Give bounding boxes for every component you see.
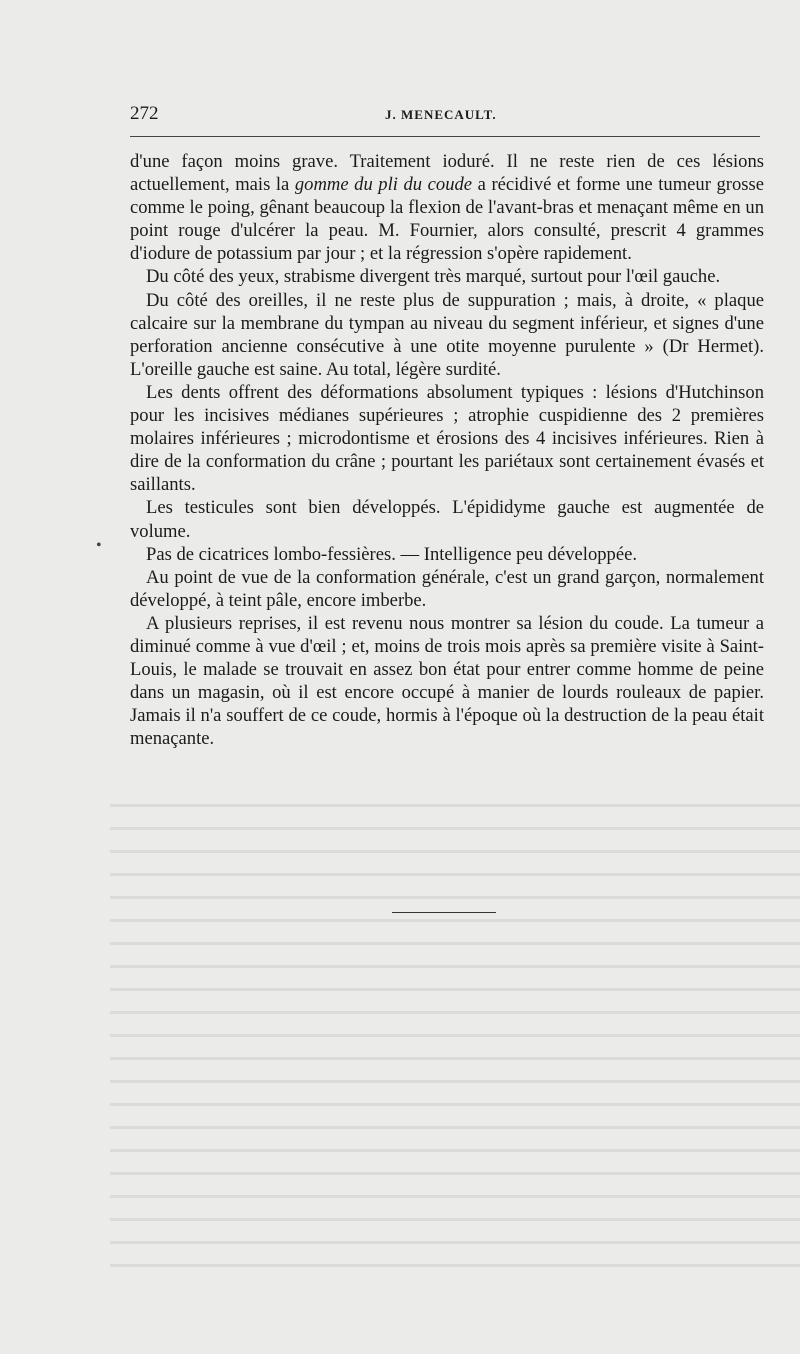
paragraph-treatment [130,150,764,265]
running-title: J. MENECAULT. [385,107,497,122]
emphasis-text: gomme du pli du coude [294,174,473,196]
paragraph-teeth: Les dents offrent des déformations absolument typiques : lésions d'Hutchinson pour les incisives médianes supérieures ; atrophie cuspidienne des 2 premières molaires inférieures ; microdontisme et érosions des 4 incisives inférieures. Rien à dire de la conformation du crâne ; pourtant les pariétaux sont certainement évasés et saillants. [130,381,764,496]
page-number: 272 [130,103,159,124]
paragraph-conformation: Au point de vue de la conformation générale, c'est un grand garçon, normalement développé, à teint pâle, encore imberbe. [130,566,764,611]
paragraph-scars: Pas de cicatrices lombo-fessières. — Intelligence peu développée. [146,543,637,565]
paragraph-text: a récidivé et forme une tumeur grosse comme le poing, gênant beaucoup la flexion de l'avant-bras et menaçant même en un point rouge d'ulcérer la peau. M. Fournier, alors consulté, prescrit 4 grammes d'iodure de potassium par jour ; et la régression s'opère rapidement. [130,174,764,265]
body-text [130,150,764,750]
margin-mark: • [96,537,102,554]
paragraph-eyes: Du côté des yeux, strabisme divergent très marqué, surtout pour l'œil gauche. [146,266,721,288]
page-header [130,103,760,127]
show-through-texture [110,790,800,1270]
end-rule [392,912,496,913]
paragraph-followup: A plusieurs reprises, il est revenu nous montrer sa lésion du coude. La tumeur a diminué comme à vue d'œil ; et, moins de trois mois après sa première visite à Saint-Louis, le malade se trouvait en assez bon état pour entrer comme homme de peine dans un magasin, où il est encore occupé à manier de lourds rouleaux de papier. Jamais il n'a souffert de ce coude, hormis à l'époque où la destruction de la peau était menaçante. [130,612,764,750]
paragraph-ears: Du côté des oreilles, il ne reste plus de suppuration ; mais, à droite, « plaque calcaire sur la membrane du tympan au niveau du segment inférieur, et signes d'une perforation ancienne consécutive à une otite moyenne purulente » (Dr Hermet). L'oreille gauche est saine. Au total, légère surdité. [130,289,764,380]
paragraph-testicles: Les testicules sont bien développés. L'épididyme gauche est augmentée de volume. [130,497,764,542]
header-rule [130,136,760,137]
paragraph-text: d'une façon moins grave. Traitement ioduré. Il ne reste rien de ces lésions actuellement, mais la [130,151,764,196]
